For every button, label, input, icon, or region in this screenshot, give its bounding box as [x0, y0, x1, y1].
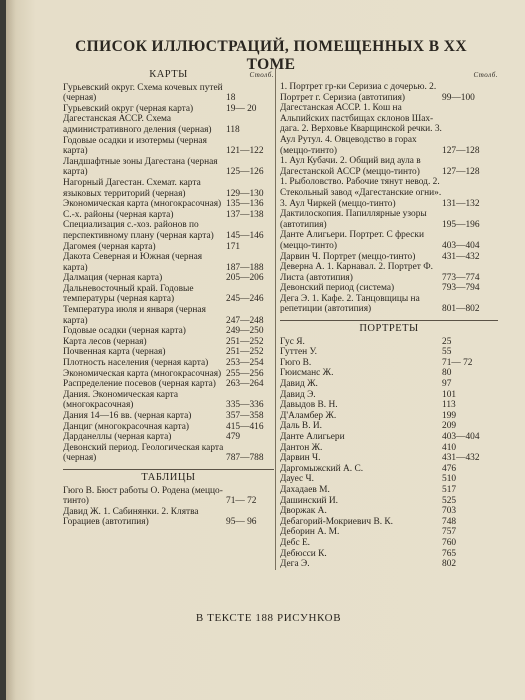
- entry-text: Дебюсси К.: [280, 548, 327, 559]
- entry-pages: 415—416: [226, 421, 264, 432]
- entry-text: Ландшафтные зоны Дагестана (черная карта): [63, 156, 218, 178]
- entry-pages: 145—146: [226, 230, 264, 241]
- list-item: [280, 506, 498, 517]
- list-item: [63, 347, 274, 358]
- entry-text: Гюго В. Бюст работы О. Родена (меццо-тинто): [63, 485, 223, 507]
- list-item: [280, 347, 498, 358]
- maps-list: [63, 83, 274, 464]
- entry-pages: 357—358: [226, 411, 264, 421]
- divider: [280, 320, 498, 321]
- entry-pages: 525: [442, 495, 457, 506]
- entry-pages: 801—802: [442, 304, 480, 315]
- list-item: [63, 114, 274, 135]
- entry-pages: 247—248: [226, 315, 264, 326]
- entry-text: Данциг (многокрасочная карта): [63, 421, 190, 432]
- entry-pages: 99—100: [442, 92, 475, 103]
- entry-pages: 135—136: [226, 199, 264, 210]
- entry-text: Далмация (черная карта): [63, 273, 163, 284]
- entry-text: 1. Рыболовство. Рабочие тянут невод. 2. Стекольный завод «Дагестанские огни». 3. Аул Чиркей (меццо-тинто): [280, 177, 442, 209]
- entry-text: Давид Ж.: [280, 379, 318, 390]
- list-item: [63, 443, 274, 464]
- entry-text: Дактилоскопия. Папиллярные узоры (автотипия): [280, 209, 427, 230]
- entry-text: Гус Я.: [280, 336, 305, 347]
- list-item: [280, 474, 498, 485]
- page-title: СПИСОК ИЛЛЮСТРАЦИЙ, ПОМЕЩЕННЫХ В XX ТОМЕ: [75, 38, 467, 73]
- entry-pages: 793—794: [442, 283, 480, 294]
- list-item: [63, 507, 274, 528]
- list-item: [280, 337, 498, 348]
- entry-text: Деборин А. М.: [280, 527, 340, 538]
- entry-text: Дашинский И.: [280, 495, 339, 506]
- entry-text: Дарданеллы (черная карта): [63, 432, 172, 443]
- entry-pages: 249—250: [226, 326, 264, 337]
- entry-text: Специализация с.-хоз. районов по перспективному плану (черная карта): [63, 220, 214, 241]
- entry-pages: 760: [442, 537, 457, 548]
- entry-text: Деверна А. 1. Карнавал. 2. Портрет Ф. Листа (автотипия): [280, 262, 433, 283]
- list-item: [63, 369, 274, 380]
- tables-list: [63, 486, 274, 528]
- entry-text: Гурьевский округ. Схема кочевых путей (черная): [63, 82, 223, 104]
- right-heading-row: [280, 70, 498, 80]
- entry-text: Даль В. И.: [280, 421, 322, 432]
- list-item: [280, 496, 498, 507]
- list-item: [280, 549, 498, 560]
- entry-pages: 765: [442, 548, 457, 559]
- entry-pages: 19— 20: [226, 103, 257, 114]
- entry-text: Гуттен У.: [280, 347, 317, 358]
- entry-text: С.-х. районы (черная карта): [63, 209, 174, 220]
- column-label-right: Столб.: [473, 71, 498, 79]
- tables-heading: ТАБЛИЦЫ: [141, 471, 196, 483]
- entry-pages: 127—128: [442, 145, 480, 156]
- list-item: [63, 390, 274, 411]
- list-item: [63, 337, 274, 348]
- entry-pages: 71— 72: [226, 496, 257, 507]
- entry-pages: 335—336: [226, 400, 264, 411]
- entry-text: Нагорный Дагестан. Схемат. карта языковых территорий (черная): [63, 177, 201, 199]
- entry-pages: 25: [442, 336, 452, 347]
- entry-text: Дега Э.: [280, 559, 310, 570]
- entry-text: Гюго В.: [280, 357, 312, 368]
- list-item: [280, 517, 498, 528]
- list-item: [280, 421, 498, 432]
- list-item: [63, 326, 274, 337]
- list-item: [280, 443, 498, 454]
- entry-pages: 517: [442, 484, 457, 495]
- entry-text: Экономическая карта (многокрасочная): [63, 368, 222, 379]
- column-label-left: Столб.: [249, 71, 274, 79]
- list-item: [63, 136, 274, 157]
- entry-pages: 431—432: [442, 251, 480, 262]
- list-item: [63, 220, 274, 241]
- entry-pages: 101: [442, 389, 457, 400]
- list-item: [63, 432, 274, 443]
- entry-pages: 95— 96: [226, 517, 257, 528]
- entry-pages: 403—404: [442, 240, 480, 251]
- entry-text: Дагестанская АССР. 1. Кош на Альпийских пастбищах склонов Шах-дага. 2. Верховье Кварщинской речки. 3. Аул Рутул. 4. Овцеводство в горах (меццо-тинто): [280, 103, 442, 156]
- list-item: [63, 199, 274, 210]
- entry-pages: 479: [226, 432, 241, 443]
- list-item: [63, 379, 274, 390]
- entry-text: Даргомыжский А. С.: [280, 463, 364, 474]
- portraits-heading: ПОРТРЕТЫ: [359, 323, 419, 335]
- illustrations-list: [280, 82, 498, 315]
- entry-pages: 245—246: [226, 294, 264, 305]
- entry-pages: 476: [442, 463, 457, 474]
- list-item: [280, 103, 498, 156]
- list-item: [63, 422, 274, 433]
- entry-pages: 118: [226, 124, 240, 135]
- list-item: [280, 252, 498, 263]
- entry-pages: 403—404: [442, 432, 480, 442]
- entry-text: Дахадаев М.: [280, 484, 330, 495]
- entry-pages: 129—130: [226, 188, 264, 199]
- list-item: [63, 411, 274, 422]
- entry-text: 1. Аул Кубачи. 2. Общий вид аула в Дагестанской АССР (меццо-тинто): [280, 156, 421, 177]
- entry-text: Экономическая карта (многокрасочная): [63, 199, 222, 210]
- entry-text: Дания 14—16 вв. (черная карта): [63, 411, 192, 421]
- entry-pages: 199: [442, 410, 457, 421]
- entry-text: Девонский период. Геологическая карта (черная): [63, 442, 224, 464]
- entry-pages: 255—256: [226, 368, 264, 379]
- list-item: [280, 82, 498, 103]
- list-item: [63, 305, 274, 326]
- entry-text: Дания. Экономическая карта (многокрасочная): [63, 389, 179, 411]
- list-item: [280, 177, 498, 209]
- entry-pages: 97: [442, 379, 452, 390]
- entry-pages: 748: [442, 516, 457, 527]
- entry-pages: 171: [226, 241, 241, 252]
- entry-text: Плотность населения (черная карта): [63, 358, 209, 369]
- entry-text: Дальневосточный край. Годовые температуры (черная карта): [63, 283, 194, 305]
- list-item: [280, 262, 498, 283]
- entry-text: Дворжак А.: [280, 506, 327, 517]
- entry-text: Распределение посевов (черная карта): [63, 379, 216, 390]
- entry-text: Гурьевский округ (черная карта): [63, 103, 194, 114]
- entry-pages: 113: [442, 400, 456, 411]
- entry-pages: 55: [442, 347, 452, 358]
- list-item: [280, 156, 498, 177]
- list-item: [63, 157, 274, 178]
- list-item: [280, 400, 498, 411]
- entry-text: Дега Э. 1. Кафе. 2. Танцовщицы на репетиции (автотипия): [280, 293, 420, 315]
- entry-text: Температура июля и января (черная карта): [63, 305, 206, 326]
- entry-text: Годовые осадки (черная карта): [63, 326, 186, 337]
- entry-text: Годовые осадки и изотермы (черная карта): [63, 135, 207, 157]
- list-item: [280, 464, 498, 475]
- entry-text: Давид Ж. 1. Сабинянки. 2. Клятва Горациев (автотипия): [63, 506, 199, 528]
- entry-pages: 251—252: [226, 336, 264, 347]
- list-item: [63, 358, 274, 369]
- list-item: [280, 368, 498, 379]
- entry-pages: 71— 72: [442, 357, 473, 368]
- list-item: [280, 453, 498, 464]
- entry-pages: 18: [226, 93, 236, 104]
- entry-text: Гюисманс Ж.: [280, 368, 334, 379]
- entry-pages: 253—254: [226, 358, 264, 369]
- list-item: [63, 252, 274, 273]
- list-item: [280, 294, 498, 315]
- entry-text: Дакота Северная и Южная (черная карта): [63, 252, 203, 273]
- list-item: [280, 559, 498, 570]
- entry-text: Дарвин Ч.: [280, 453, 321, 464]
- entry-pages: 263—264: [226, 379, 264, 390]
- list-item: [280, 379, 498, 390]
- list-item: [280, 527, 498, 538]
- entry-pages: 510: [442, 474, 457, 485]
- entry-pages: 802: [442, 559, 457, 570]
- list-item: [280, 283, 498, 294]
- entry-pages: 131—132: [442, 198, 480, 209]
- entry-text: Девонский период (система): [280, 283, 395, 294]
- entry-pages: 127—128: [442, 166, 480, 177]
- entry-pages: 80: [442, 368, 452, 379]
- entry-text: Данте Алигьери: [280, 432, 345, 442]
- entry-pages: 431—432: [442, 453, 480, 464]
- list-item: [63, 104, 274, 115]
- list-item: [280, 230, 498, 251]
- entry-text: Дауес Ч.: [280, 474, 314, 485]
- entry-text: 1. Портрет гр-ки Серизиа с дочерью. 2. Портрет г. Серизиа (автотипия): [280, 82, 437, 103]
- list-item: [63, 284, 274, 305]
- entry-pages: 410: [442, 442, 457, 453]
- maps-heading-row: [63, 70, 274, 81]
- list-item: [63, 210, 274, 221]
- list-item: [63, 273, 274, 284]
- entry-pages: 195—196: [442, 219, 480, 230]
- list-item: [280, 432, 498, 443]
- entry-pages: 773—774: [442, 272, 480, 283]
- entry-pages: 251—252: [226, 347, 264, 358]
- entry-pages: 787—788: [226, 453, 264, 464]
- list-item: [280, 209, 498, 230]
- entry-pages: 121—122: [226, 146, 264, 157]
- entry-text: Дантон Ж.: [280, 442, 323, 453]
- maps-heading: КАРТЫ: [149, 69, 188, 80]
- list-item: [63, 178, 274, 199]
- list-item: [280, 485, 498, 496]
- entry-text: Почвенная карта (черная): [63, 347, 166, 358]
- entry-text: Данте Алигьери. Портрет. С фрески (меццо-тинто): [280, 230, 424, 251]
- entry-text: Дебагорий-Мокриевич В. К.: [280, 516, 393, 527]
- entry-text: Давид Э.: [280, 389, 316, 400]
- entry-pages: 757: [442, 527, 457, 538]
- entry-text: Д'Аламбер Ж.: [280, 410, 337, 421]
- right-column: [275, 67, 498, 570]
- entry-pages: 125—126: [226, 167, 264, 178]
- entry-text: Дарвин Ч. Портрет (меццо-тинто): [280, 251, 416, 262]
- entry-text: Карта лесов (черная): [63, 336, 147, 347]
- entry-pages: 187—188: [226, 262, 264, 273]
- entry-pages: 703: [442, 506, 457, 517]
- list-item: [63, 83, 274, 104]
- list-item: [63, 242, 274, 253]
- entry-text: Дебс Е.: [280, 537, 311, 548]
- entry-text: Дагомея (черная карта): [63, 241, 156, 252]
- entry-pages: 137—138: [226, 209, 264, 220]
- list-item: [280, 390, 498, 401]
- left-column: [63, 67, 274, 528]
- list-item: [280, 411, 498, 422]
- book-page: [6, 0, 525, 700]
- list-item: [280, 358, 498, 369]
- divider: [63, 469, 274, 470]
- figure-count: В ТЕКСТЕ 188 РИСУНКОВ: [195, 612, 342, 624]
- list-item: [63, 486, 274, 507]
- entry-text: Дагестанская АССР. Схема административного деления (черная): [63, 114, 212, 135]
- entry-pages: 209: [442, 421, 457, 432]
- entry-pages: 205—206: [226, 273, 264, 284]
- list-item: [280, 538, 498, 549]
- entry-text: Давыдов В. Н.: [280, 400, 338, 411]
- portraits-list: [280, 337, 498, 570]
